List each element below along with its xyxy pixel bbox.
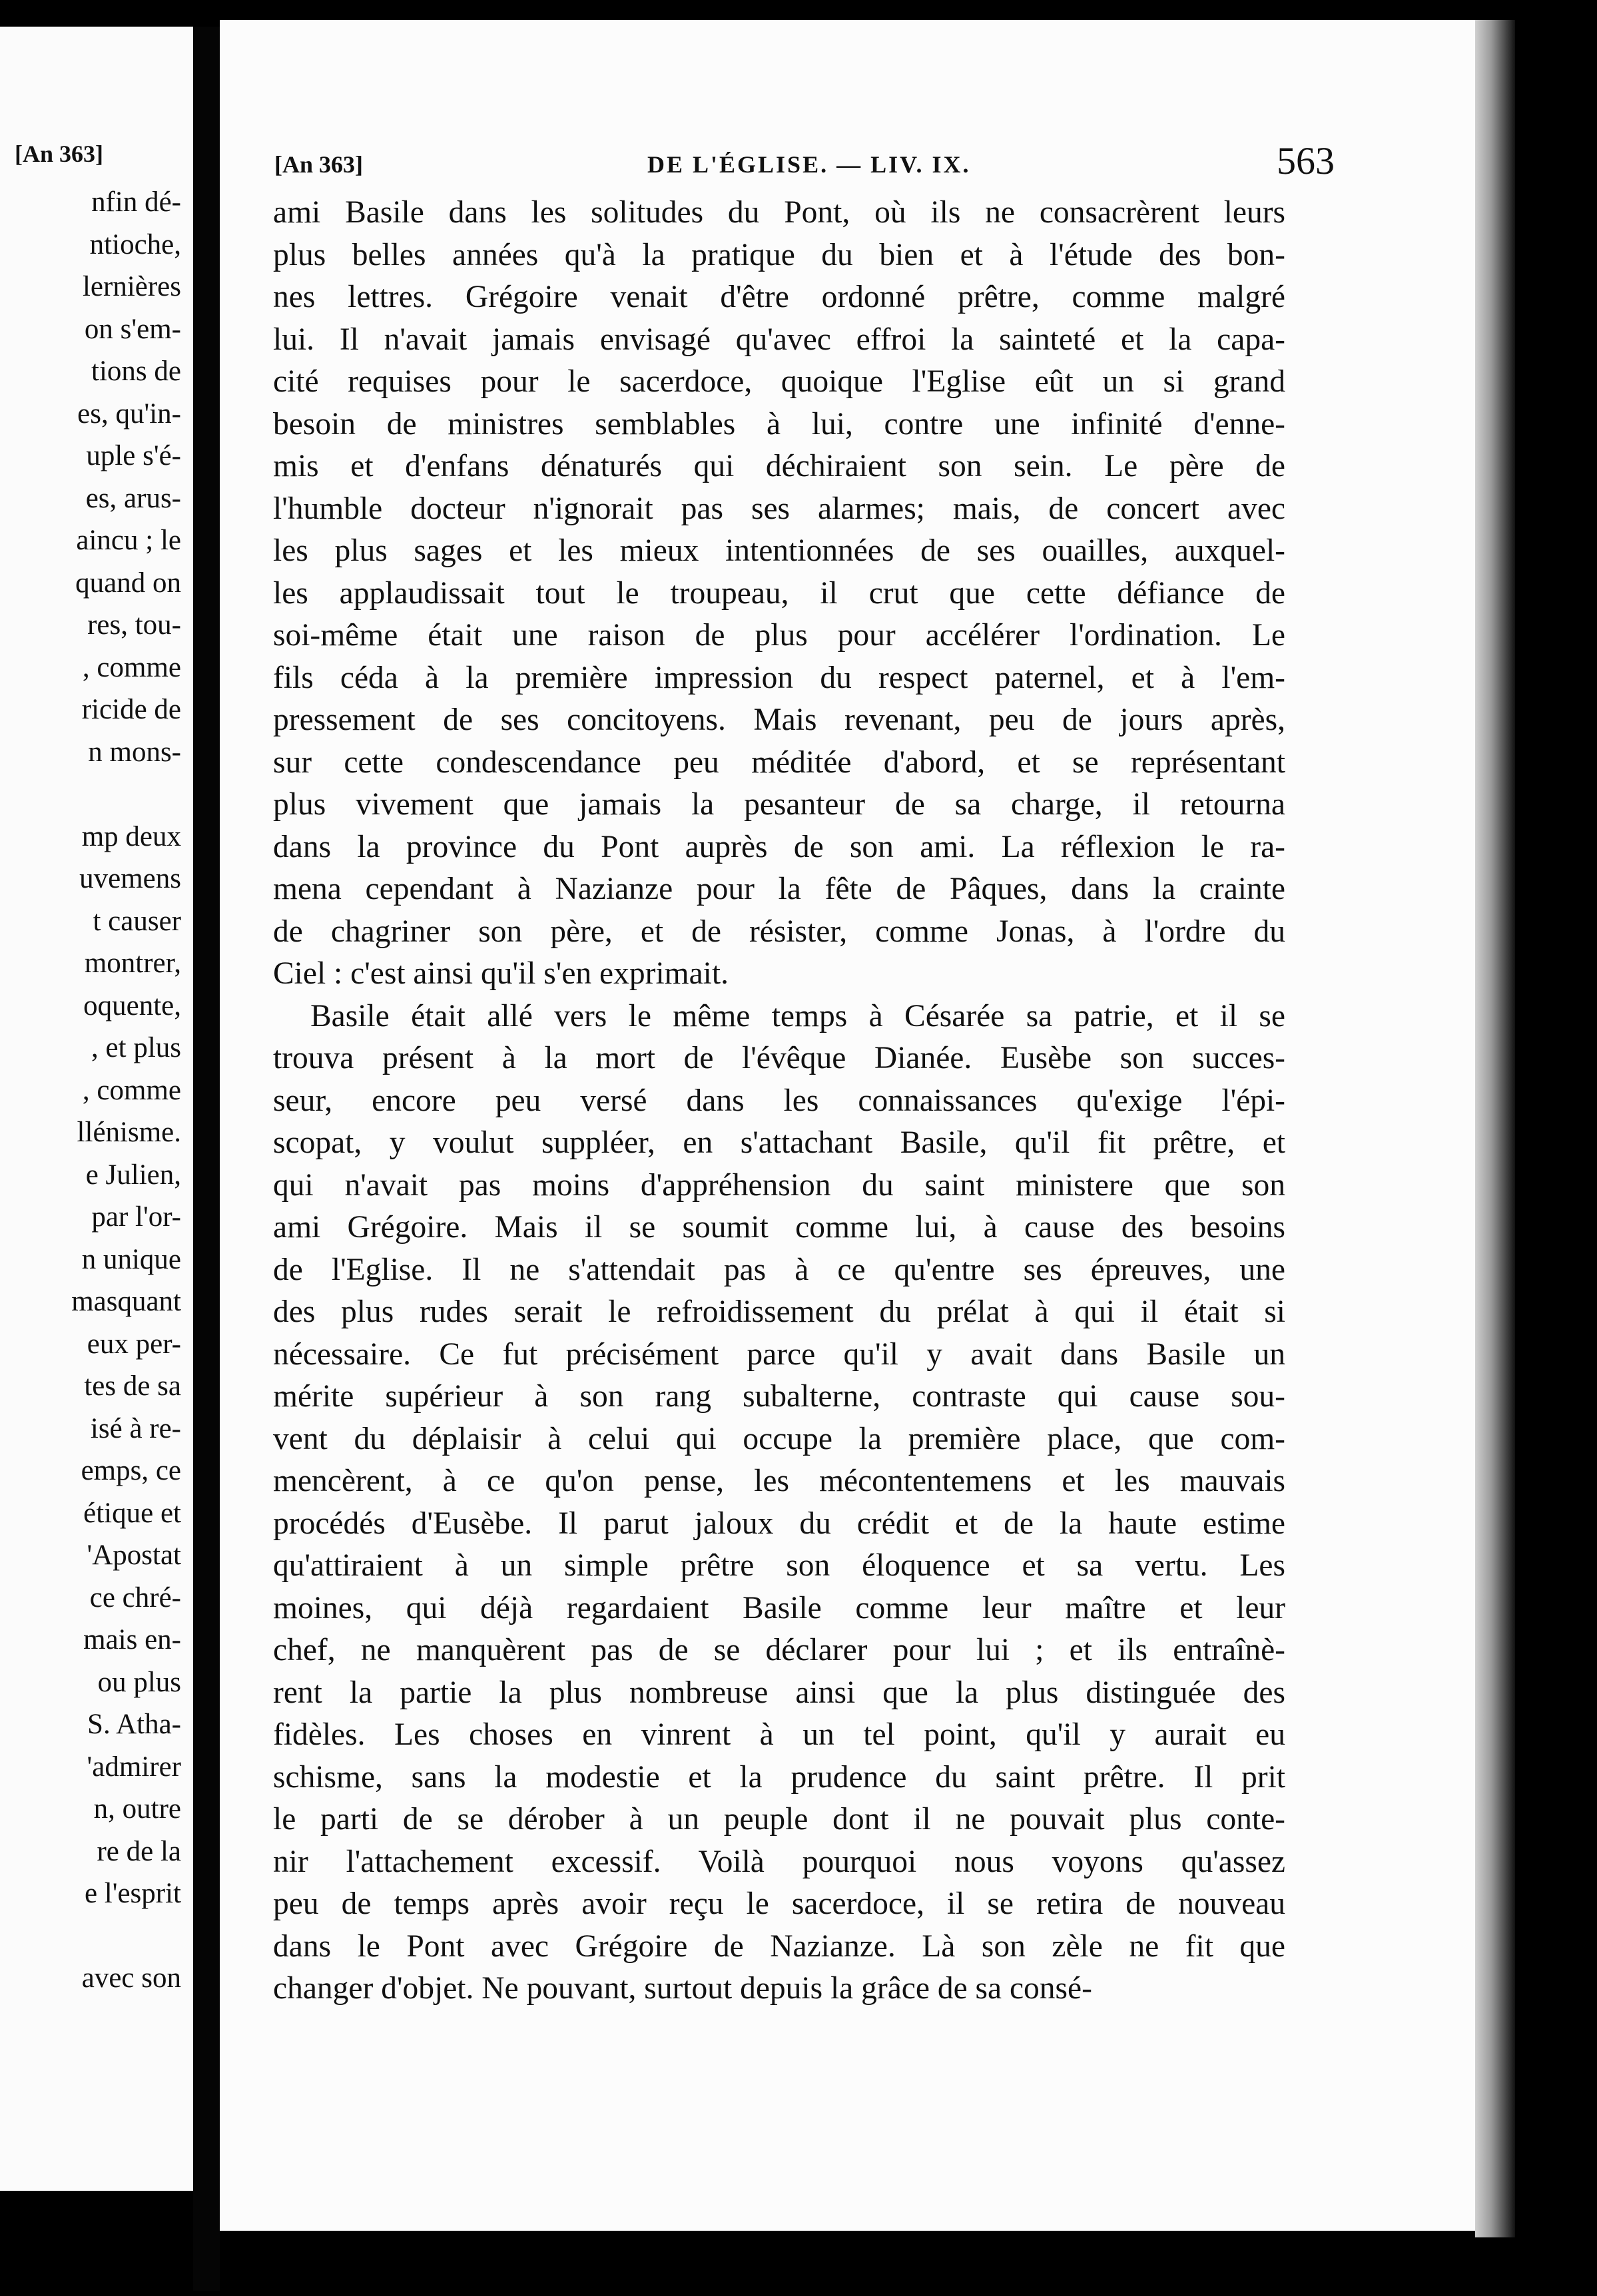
paragraph (273, 192, 1285, 996)
facing-page-line: re de la (97, 1835, 181, 1867)
facing-page-line: montrer, (84, 948, 181, 979)
facing-page-line: isé à re- (90, 1412, 181, 1444)
facing-page-line: ce chré- (89, 1581, 181, 1613)
facing-page-line: , et plus (91, 1032, 181, 1063)
facing-page-line: nfin dé- (91, 186, 181, 218)
facing-page-line (0, 773, 181, 816)
text-line: trouva présent à la mort de l'évêque Dianée. Eusèbe son succes- (273, 1041, 1285, 1075)
text-line: seur, encore peu versé dans les connaissances qu'exige l'épi- (273, 1083, 1285, 1118)
facing-page-line: quand on (75, 567, 181, 599)
running-header (274, 139, 1335, 185)
text-line: scopat, y voulut suppléer, en s'attachant Basile, qu'il fit prêtre, et (273, 1125, 1285, 1160)
text-line: Ciel : c'est ainsi qu'il s'en exprimait. (273, 956, 729, 991)
text-line: mérite supérieur à son rang subalterne, contraste qui cause sou- (273, 1379, 1285, 1414)
facing-page-line: lernières (82, 271, 181, 302)
text-line: ami Grégoire. Mais il se soumit comme lui, à cause des besoins (273, 1210, 1285, 1245)
text-line: mencèrent, à ce qu'on pense, les mécontentemens et les mauvais (273, 1464, 1285, 1498)
facing-page-line: , comme (82, 651, 181, 683)
text-line: fils céda à la première impression du respect paternel, et à l'em- (273, 660, 1285, 695)
book-gutter (193, 27, 220, 2291)
text-line: plus vivement que jamais la pesanteur de sa charge, il retourna (273, 787, 1285, 822)
text-line: Basile était allé vers le même temps à Césarée sa patrie, et il se (310, 998, 1285, 1033)
facing-page-line: eux per- (87, 1328, 181, 1360)
text-line: dans la province du Pont auprès de son ami. La réflexion le ra- (273, 829, 1285, 864)
text-line: des plus rudes serait le refroidissement du prélat à qui il était si (273, 1294, 1285, 1329)
facing-page-line: uple s'é- (86, 440, 181, 471)
facing-page-line: ntioche, (89, 228, 181, 260)
page-number: 563 (1277, 139, 1335, 182)
text-line: qu'attiraient à un simple prêtre son éloquence et sa vertu. Les (273, 1548, 1285, 1583)
facing-page-text (0, 181, 181, 2000)
facing-page-line: avec son (81, 1962, 181, 1994)
text-line: l'humble docteur n'ignorait pas ses alarmes; mais, de concert avec (273, 491, 1285, 526)
facing-page-line: S. Atha- (87, 1709, 181, 1740)
text-line: dans le Pont avec Grégoire de Nazianze. Là son zèle ne fit que (273, 1928, 1285, 1964)
facing-page-line: étique et (83, 1497, 181, 1529)
text-line: peu de temps après avoir reçu le sacerdoce, il se retira de nouveau (273, 1886, 1285, 1921)
facing-page-line: es, arus- (85, 482, 181, 514)
text-line: nir l'attachement excessif. Voilà pourquoi nous voyons qu'assez (273, 1844, 1285, 1879)
facing-page-line: n unique (81, 1243, 181, 1275)
facing-page-line: , comme (82, 1074, 181, 1106)
text-line: les applaudissait tout le troupeau, il crut que cette défiance de (273, 575, 1285, 611)
text-line: le parti de se dérober à un peuple dont il ne pouvait plus conte- (273, 1802, 1285, 1837)
facing-page-line: llénisme. (77, 1117, 181, 1148)
text-line: nécessaire. Ce fut précisément parce qu'il y avait dans Basile un (273, 1336, 1285, 1372)
running-title: DE L'ÉGLISE. — LIV. IX. (647, 151, 971, 178)
facing-page-line: on s'em- (84, 313, 181, 345)
text-line: mis et d'enfans dénaturés qui déchiraient son sein. Le père de (273, 449, 1285, 483)
text-line: nes lettres. Grégoire venait d'être ordonné prêtre, comme malgré (273, 280, 1285, 314)
facing-page-line: e l'esprit (84, 1878, 181, 1909)
facing-page-line: masquant (71, 1286, 181, 1317)
text-line: lui. Il n'avait jamais envisagé qu'avec effroi la sainteté et la capa- (273, 322, 1285, 357)
facing-page-line: e Julien, (85, 1159, 181, 1191)
text-line: soi-même était une raison de plus pour accélérer l'ordination. Le (273, 618, 1285, 653)
facing-page (0, 27, 193, 2191)
text-line: besoin de ministres semblables à lui, contre une infinité d'enne- (273, 406, 1285, 441)
text-line: cité requises pour le sacerdoce, quoique l'Eglise eût un si grand (273, 364, 1285, 399)
paragraph (273, 996, 1285, 2010)
facing-page-line: n, outre (93, 1793, 181, 1825)
text-line: qui n'avait pas moins d'appréhension du saint ministere que son (273, 1167, 1285, 1203)
facing-page-line: n mons- (88, 736, 181, 768)
text-line: pressement de ses concitoyens. Mais revenant, peu de jours après, (273, 703, 1285, 737)
facing-page-line: ou plus (97, 1666, 181, 1698)
text-line: ami Basile dans les solitudes du Pont, où ils ne consacrèrent leurs (273, 195, 1285, 230)
facing-page-line (0, 1915, 181, 1958)
facing-page-line: 'admirer (87, 1751, 181, 1783)
facing-page-line: es, qu'in- (77, 398, 181, 430)
text-line: moines, qui déjà regardaient Basile comme leur maître et leur (273, 1590, 1285, 1625)
facing-page-header: [An 363] (15, 141, 103, 167)
text-line: de l'Eglise. Il ne s'attendait pas à ce qu'entre ses épreuves, une (273, 1252, 1285, 1287)
facing-page-line: ricide de (81, 694, 181, 725)
facing-page-line: mp deux (81, 820, 181, 852)
text-line: vent du déplaisir à celui qui occupe la première place, que com- (273, 1421, 1285, 1456)
text-line: plus belles années qu'à la pratique du bien et à l'étude des bon- (273, 237, 1285, 272)
page-edge (1475, 20, 1515, 2237)
facing-page-line: 'Apostat (87, 1540, 181, 1571)
text-line: changer d'objet. Ne pouvant, surtout depuis la grâce de sa consé- (273, 1971, 1092, 2006)
facing-page-line: t causer (93, 905, 181, 937)
text-line: rent la partie la plus nombreuse ainsi que la plus distinguée des (273, 1675, 1285, 1710)
body-text (273, 192, 1285, 2010)
facing-page-line: uvemens (79, 863, 181, 894)
text-line: fidèles. Les choses en vinrent à un tel point, qu'il y aurait eu (273, 1717, 1285, 1752)
facing-page-line: par l'or- (91, 1201, 181, 1233)
facing-page-line: mais en- (83, 1624, 181, 1655)
text-line: sur cette condescendance peu méditée d'abord, et se représentant (273, 744, 1285, 780)
text-line: schisme, sans la modestie et la prudence du saint prêtre. Il prit (273, 1759, 1285, 1795)
text-line: de chagriner son père, et de résister, comme Jonas, à l'ordre du (273, 914, 1285, 949)
facing-page-line: tions de (91, 356, 181, 387)
text-line: chef, ne manquèrent pas de se déclarer pour lui ; et ils entraînè- (273, 1633, 1285, 1667)
facing-page-line: oquente, (83, 990, 181, 1021)
facing-page-line: emps, ce (81, 1455, 181, 1486)
text-line: les plus sages et les mieux intentionnées de ses ouailles, auxquel- (273, 533, 1285, 568)
text-line: mena cependant à Nazianze pour la fête de Pâques, dans la crainte (273, 872, 1285, 906)
text-line: procédés d'Eusèbe. Il parut jaloux du crédit et de la haute estime (273, 1506, 1285, 1541)
header-year: [An 363] (274, 151, 363, 178)
page (220, 20, 1482, 2231)
facing-page-line: tes de sa (84, 1370, 181, 1402)
facing-page-line: res, tou- (87, 609, 181, 641)
facing-page-line: aincu ; le (76, 525, 181, 556)
